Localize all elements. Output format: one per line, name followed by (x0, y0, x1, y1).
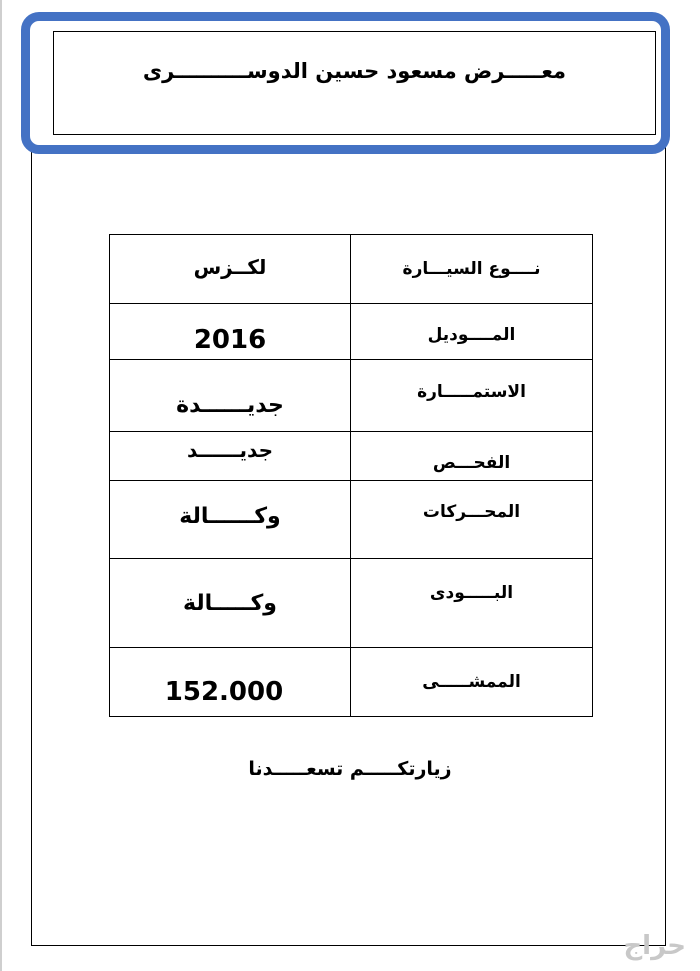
body-label: البـــــودى (429, 583, 514, 603)
model-year-value: 2016 (193, 324, 267, 355)
model-label: المــــوديل (427, 324, 516, 345)
mileage-value: 152.000 (164, 677, 284, 707)
table-row (110, 432, 593, 481)
table-row (110, 235, 593, 304)
spec-label-cell (351, 235, 593, 304)
spec-label-cell (351, 648, 593, 717)
inspection-value: جديــــــد (186, 438, 274, 462)
spec-value-cell (110, 648, 351, 717)
table-row (110, 648, 593, 717)
table-row (110, 481, 593, 559)
engines-label: المحـــركات (422, 501, 521, 522)
spec-value-cell (110, 481, 351, 559)
table-row (110, 304, 593, 360)
car-type-label: نــــوع السيـــارة (402, 259, 541, 279)
registration-value: جديــــــدة (176, 393, 284, 418)
spec-value-cell (110, 360, 351, 432)
spec-label-cell (351, 432, 593, 481)
car-specs-table (109, 234, 593, 717)
title-box (53, 31, 656, 135)
spec-value-cell (110, 559, 351, 648)
spec-value-cell (110, 304, 351, 360)
inspection-label: الفحـــص (432, 453, 511, 473)
table-row (110, 559, 593, 648)
showroom-title: معـــــرض مسعود حسين الدوســــــــــرى (142, 59, 567, 83)
registration-label: الاستمـــــارة (417, 381, 526, 402)
page-edge-line (0, 0, 2, 971)
body-value: وكـــــالة (183, 590, 277, 616)
spec-value-cell (110, 432, 351, 481)
watermark-logo: حراج (623, 931, 686, 961)
spec-label-cell (351, 481, 593, 559)
engines-value: وكــــــالة (179, 504, 281, 529)
car-make-value: لكــزس (193, 255, 267, 279)
spec-label-cell (351, 304, 593, 360)
mileage-label: الممشـــــى (422, 672, 521, 692)
footer-welcome-text: زيارتكـــــم تسعـــــدنا (248, 758, 452, 780)
spec-value-cell (110, 235, 351, 304)
spec-label-cell (351, 559, 593, 648)
table-row (110, 360, 593, 432)
spec-label-cell (351, 360, 593, 432)
